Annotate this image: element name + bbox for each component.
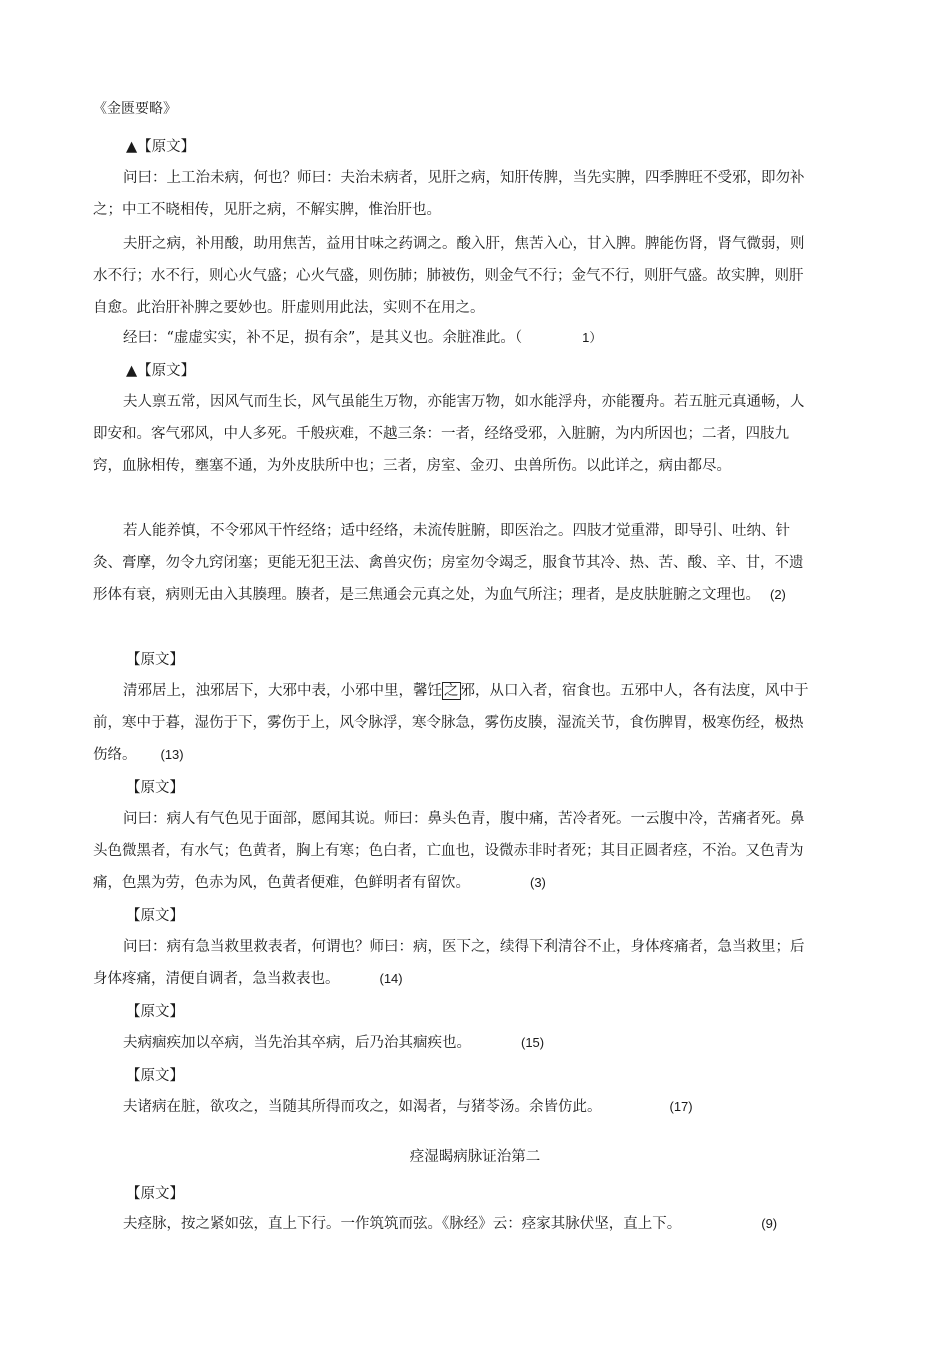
paragraph (123, 1208, 843, 1240)
section-heading: 【原文】 (126, 1068, 184, 1084)
section-heading: 【原文】 (126, 652, 184, 668)
paragraph-text: 夫诸病在脏，欲攻之，当随其所得而攻之，如渴者，与猪苓汤。余皆仿此。 (123, 1099, 602, 1115)
paragraph (93, 515, 813, 611)
section-heading: ▲【原文】 (126, 139, 196, 155)
paragraph-text: 夫人禀五常，因风气而生长，风气虽能生万物，亦能害万物，如水能浮舟，亦能覆舟。若五脏元真通畅，人即安和。客气邪风，中人多死。千般疢难，不越三条：一者，经络受邪，入脏腑，为内所因也；二者，四肢九窍，血脉相传，壅塞不通，为外皮肤所中也；三者，房室、金刃、虫兽所伤。以此详之，病由都尽。 (93, 394, 805, 474)
paragraph-text: 问曰：病人有气色见于面部，愿闻其说。师曰：鼻头色青，腹中痛，苦冷者死。一云腹中冷，苦痛者死。鼻头色微黑者，有水气；色黄者，胸上有寒；色白者，亡血也，设微赤非时者死；其目正圆者痉，不治。又色青为痛，色黑为劳，色赤为风，色黄者便难，色鲜明者有留饮。 (93, 811, 805, 891)
paragraph (93, 228, 813, 324)
paragraph (93, 675, 813, 771)
reference-number: (13) (160, 747, 184, 762)
paragraph (123, 1027, 843, 1059)
paragraph-text: 问曰：上工治未病，何也？师曰：夫治未病者，见肝之病，知肝传脾，当先实脾，四季脾旺不受邪，即勿补之；中工不晓相传，见肝之病，不解实脾，惟治肝也。 (93, 170, 805, 218)
reference-number: (15) (521, 1035, 545, 1050)
paragraph-text: 邪，从口入者，宿食也。五邪中人，各有法度，风中于前，寒中于暮，湿伤于下，雾伤于上，风令脉浮，寒令脉急，雾伤皮腠，湿流关节，食伤脾胃，极寒伤经，极热伤络。 (93, 683, 809, 763)
chapter-title: 痉湿暍病脉证治第二 (409, 1149, 541, 1165)
reference-number: (14) (379, 971, 403, 986)
reference-number: (17) (669, 1099, 693, 1114)
paragraph-text: 问曰：病有急当救里救表者，何谓也？师曰：病，医下之，续得下利清谷不止，身体疼痛者，急当救里；后身体疼痛，清便自调者，急当救表也。 (93, 939, 805, 987)
paragraph (93, 386, 813, 482)
reference-number: (9) (761, 1216, 778, 1231)
paragraph-text: 夫肝之病，补用酸，助用焦苦，益用甘味之药调之。酸入肝，焦苦入心，甘入脾。脾能伤肾，肾气微弱，则水不行；水不行，则心火气盛；心火气盛，则伤肺；肺被伤，则金气不行；金气不行，则肝气盛。故实脾，则肝自愈。此治肝补脾之要妙也。肝虚则用此法，实则不在用之。 (93, 236, 805, 316)
section-heading: 【原文】 (126, 1186, 184, 1202)
paragraph-text: 夫痉脉，按之紧如弦，直上下行。一作筑筑而弦。《脉经》云：痉家其脉伏坚，直上下。 (123, 1216, 682, 1232)
paragraph (123, 1091, 843, 1123)
paragraph-text: 清邪居上，浊邪居下，大邪中表，小邪中里，馨饪 (123, 683, 442, 699)
section-heading: 【原文】 (126, 1004, 184, 1020)
paragraph (93, 931, 813, 995)
reference-number: (2) (770, 587, 786, 602)
paragraph-text: 夫病痼疾加以卒病，当先治其卒病，后乃治其痼疾也。 (123, 1035, 471, 1051)
paragraph (93, 162, 813, 226)
boxed-character: 之 (444, 683, 459, 699)
section-heading: ▲【原文】 (126, 363, 196, 379)
reference-number: (3) (530, 875, 546, 890)
paragraph (93, 803, 813, 899)
paragraph-text: 若人能养慎，不令邪风干忤经络；适中经络，未流传脏腑，即医治之。四肢才觉重滞，即导引、吐纳、针灸、膏摩，勿令九窍闭塞；更能无犯王法、禽兽灾伤；房室勿令竭乏，服食节其冷、热、苦、酸、辛、甘，不遗形体有衰，病则无由入其腠理。腠者，是三焦通会元真之处，为血气所注；理者，是皮肤脏腑之文理也。 (93, 523, 804, 603)
paragraph-text: 经曰：“虚虚实实，补不足，损有余”，是其义也。余脏准此。（ (123, 330, 523, 346)
paragraph (93, 322, 813, 354)
document-title: 《金匮要略》 (93, 101, 177, 117)
section-heading: 【原文】 (126, 908, 184, 924)
reference-number: 1） (582, 330, 603, 345)
section-heading: 【原文】 (126, 780, 184, 796)
